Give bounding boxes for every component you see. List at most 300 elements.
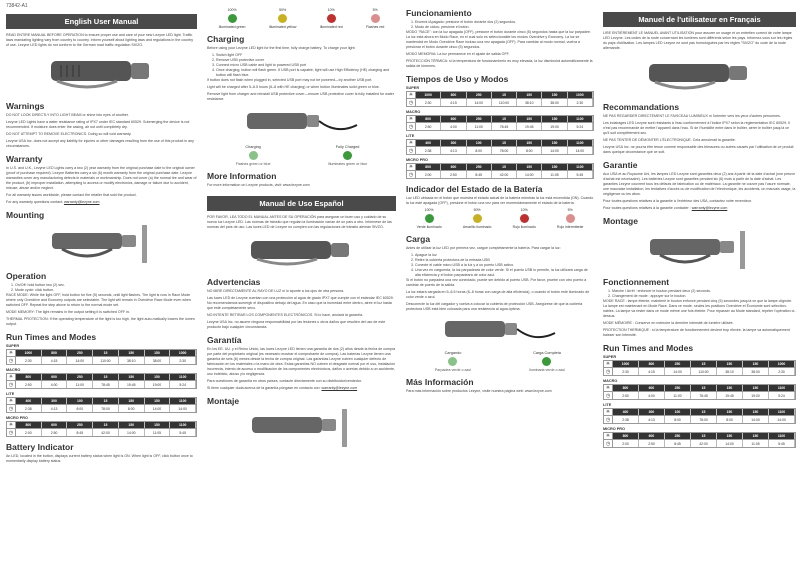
led-dot-icon — [542, 357, 551, 366]
table-cell: 5:45 — [568, 171, 593, 178]
charging-steps — [207, 53, 396, 78]
led-dot-icon — [473, 214, 482, 223]
table-cell: 600 — [42, 374, 68, 380]
lumens-icon: ☀ — [407, 92, 416, 98]
funcionamiento-steps — [406, 20, 594, 30]
french-column — [601, 0, 798, 567]
battery-level: 10% Illuminated red — [319, 8, 343, 29]
table-cell: 800 — [441, 92, 466, 98]
table-cell: 1100 — [769, 433, 795, 439]
table-cell: 14:00 — [170, 405, 196, 412]
runtime-table — [406, 110, 594, 131]
fonctionnement-heading: Fonctionnement — [603, 277, 670, 287]
table-cell: 14:00 — [542, 147, 567, 154]
clock-icon: ◷ — [7, 381, 16, 388]
mode-race-fr-text: MODE RACE : lampe éteinte, maintenir le bouton enfoncé pendant cinq (5) secondes jusqu'à ce que la lampe clignote. La lampe est maintenant en Mode Race. Dans ce mode, seules les positions Overdrive et Économie sont sélection-nables. La lampe va rester dans ce mode même une fois éteinte. Pour repasser au Mode standard, répéter l'opération ci-dessus. — [603, 299, 796, 318]
lumens-row — [6, 349, 197, 357]
table-cell: 1100 — [568, 164, 593, 170]
table-cell: 110:00 — [691, 368, 717, 375]
charging-step: 1. Switch light OFF — [216, 53, 396, 58]
lumens-row — [6, 397, 197, 405]
table-cell: 400 — [16, 398, 42, 404]
funcionamiento-step: 2. Modo de ciclos: presione el botón. — [415, 25, 594, 30]
table-cell: 5:45 — [769, 440, 795, 447]
table-cell: 150 — [145, 398, 171, 404]
lumens-row — [406, 115, 594, 123]
table-cell: 150 — [717, 433, 743, 439]
runtime-table-name: LITE — [603, 403, 612, 407]
table-cell: 2:50 — [16, 381, 42, 388]
carga-note-1: Si el botón no parpadea una vez conectado, puede ser debido al puerto USB. Por favor, pruebe con otro puerto a cambiar de puerto de la salida. — [406, 278, 587, 287]
table-cell: 250 — [665, 385, 691, 391]
led-dot-icon — [448, 357, 457, 366]
french-banner: Manuel de l'utilisateur en Français — [603, 12, 796, 27]
advertencias-text-4: Lezyne USA Inc. no asume ninguna responsabilidad por las lesiones u otros daños que resulten del uso de este producto bajo cualquier circunstancia. — [207, 320, 386, 329]
operation-heading: Operation — [6, 271, 47, 281]
lumens-row — [6, 373, 197, 381]
table-cell: 4:13 — [639, 416, 665, 423]
warranty-text-3: For any warranty questions contact: warranty@lezyne.com — [6, 200, 100, 204]
table-cell: 150 — [542, 92, 567, 98]
carga-heading: Carga — [406, 234, 431, 244]
mode-memoire-text: MODE MÉMOIRE : Conserve en mémoire la dernière intensité de lumière utilisée. — [603, 321, 734, 325]
table-cell: 19:45 — [717, 392, 743, 399]
battery-level: 100% Illuminated green — [218, 8, 246, 29]
table-cell: 150 — [517, 164, 542, 170]
table-cell: 150 — [743, 385, 769, 391]
table-cell: 300 — [639, 409, 665, 415]
table-cell: 150 — [119, 422, 145, 428]
funcionamiento-heading: Funcionamiento — [406, 8, 472, 18]
table-cell: 11:00 — [67, 381, 93, 388]
charging-status: Charging Flashes green or blue — [235, 145, 271, 166]
table-cell: 1000 — [568, 92, 593, 98]
table-cell: 15 — [93, 422, 119, 428]
table-cell: 2:50 — [416, 123, 441, 130]
carga-step-5: Desconecte la luz del cargador y vuelva a colocar la cubierta de protección USB. Asegúrese de que la cubierta protectora USB está bien colocada para una resistencia al agua óptima. — [406, 302, 583, 311]
battery-level: 5% Flashes red — [366, 8, 385, 29]
carga-status-row — [406, 351, 594, 372]
recommandations-text-1: NE PAS REGARDER DIRECTEMENT LE FAISCEAU LUMINEUX ni l'orienter vers les yeux d'autres personnes. — [603, 114, 781, 118]
charging-intro: Before using your Lezyne LED light for the first time, fully charge battery. To charge your light: — [207, 46, 356, 50]
battery-level: 50% Amarillo iluminado — [462, 208, 492, 229]
table-cell: 5:24 — [170, 381, 196, 388]
runtime-table — [406, 86, 594, 107]
table-cell: 14:00 — [665, 368, 691, 375]
table-cell: 4:15 — [42, 357, 68, 364]
garantia-text-1: En los EE. UU. y el Reino Unido, las luces Lezyne LED tienen una garantía de dos (2) años desde la fecha de compra por parte del propietario original (es necesario mostrar el comprobante de compra). Las baterías Lezyne tienen una garantía de seis (6) meses desde la fecha de compra original. Las garantías Lezyne cubren cualquier defecto de fabricación en los materiales o la mano de obra. Estas garantías NO cubren el desgaste normal por el uso, instalación incorrecta, intento de acceso o modificación de los componentes electrónicos, daños o averías debido a un accidente, uso indebido, abuso y/o negligencia. — [207, 347, 396, 376]
table-cell: 2:38 — [416, 147, 441, 154]
runtime-table-name: MICRO PRO — [406, 158, 428, 162]
table-cell: 250 — [665, 433, 691, 439]
table-cell: 19:00 — [542, 123, 567, 130]
warranty-text-1: In U.S. and U.K., Lezyne LED Lights carry a two (2) year warranty from the original purchase date to the original owner (proof of purchase required). Lezyne Batteries carry a six (6) month warranty from the original purchase date. Lezyne warranties cover any manufacturing defects in materials or workmanship. Does not cover (a) the normal tire and wear of the product, (b) improper installation, attempting to access or modify electronics, damage or failure due to accident, misuse, abuse and/or neglect. — [6, 166, 197, 190]
advertencias-text-3: NO INTENTE RETIRAR LOS COMPONENTES ELECTRÓNICOS. Si lo hace, anulará la garantía. — [207, 313, 363, 317]
table-cell: 11:00 — [467, 123, 492, 130]
table-cell: 800 — [42, 350, 68, 356]
table-cell: 14:00 — [145, 405, 171, 412]
led-dot-icon — [278, 14, 287, 23]
runtime-row — [6, 429, 197, 437]
table-cell: 2:00 — [613, 440, 639, 447]
operation-step: 1. On/Off: hold button two (2) sec. — [15, 283, 197, 288]
table-cell: 150 — [717, 361, 743, 367]
table-cell: 2:38 — [613, 416, 639, 423]
modo-race-text: MODO "RACE": con la luz apagada (OFF), presione el botón durante cinco (5) segundos hasta que la luz parpadee. La luz está ahora en Modo Race, en el cual solo es seleccionable los modos Overdrive y Economy. La luz se mantendrá en Modo Overdrive Race incluso una vez apagada (OFF). Para cambiar al modo normal, vuelva a presionar el botón durante cinco (5) segundos. — [406, 30, 591, 49]
runtime-row — [6, 357, 197, 365]
table-cell: 38:00 — [743, 368, 769, 375]
table-cell: 11:05 — [145, 429, 171, 436]
race-mode-text: RACE MODE: While the light OFF, hold button for five (5) seconds, until light flashes. The light is now in Race Mode where only Overdrive and Economy outputs are selectable. The light will remain in Overdrive Race Mode even when switched OFF. Repeat the step above to return to the normal mode set. — [6, 293, 191, 307]
table-cell: 4:00 — [42, 381, 68, 388]
runtime-table — [6, 416, 197, 437]
table-cell: 150 — [517, 92, 542, 98]
table-cell: 8:00 — [665, 416, 691, 423]
table-cell: 2:50 — [639, 440, 665, 447]
table-cell: 78:00 — [691, 416, 717, 423]
spanish-banner: Manual de Uso Español — [207, 196, 396, 211]
document-id: 73842-A1 — [6, 3, 28, 9]
mas-info-text: Para más información sobre productos Lezyne, visite nuestra página web: www.lezyne.com — [406, 389, 552, 393]
indicador-row — [406, 208, 594, 229]
table-cell: 4:15 — [441, 99, 466, 106]
carga-intro: Antes de utilizar la luz LED por primera vez, cargue completamente la batería. Para cargar la luz: — [406, 246, 561, 250]
table-cell: 38:00 — [542, 99, 567, 106]
runtime-row — [406, 147, 594, 155]
clock-icon: ◷ — [7, 357, 16, 364]
battery-level: 5% Rojo intermitente — [556, 208, 584, 229]
warnings-text-3: DO NOT ATTEMPT TO REMOVE ELECTRONICS. Doing so will void warranty. — [6, 132, 132, 136]
table-cell: 38:10 — [517, 99, 542, 106]
runtime-table — [406, 158, 594, 179]
table-cell: 150 — [743, 361, 769, 367]
table-cell: 5:24 — [568, 123, 593, 130]
lumens-icon: ☀ — [604, 385, 613, 391]
table-cell: 8:45 — [467, 171, 492, 178]
garantia-text-2: Para cuestiones de garantía en otros países, contacte directamente con su distribuidor/vendedor. — [207, 379, 362, 383]
table-cell: 2:30 — [613, 368, 639, 375]
warnings-text-4: Lezyne USA Inc. does not accept any liability for injuries or other damages resulting from the use of this product in any circumstances. — [6, 139, 194, 148]
table-cell: 2:30 — [16, 357, 42, 364]
lumens-icon: ☀ — [407, 164, 416, 170]
table-cell: 8:00 — [67, 405, 93, 412]
modo-memoria-text: MODO MEMORIA: La luz permanece en el ajuste de salida OFF. — [406, 52, 510, 56]
table-cell: 800 — [16, 374, 42, 380]
table-cell: 14:00 — [743, 416, 769, 423]
lumens-row — [6, 421, 197, 429]
table-cell: 11:05 — [542, 171, 567, 178]
led-dot-icon — [228, 14, 237, 23]
table-cell: 1100 — [170, 422, 196, 428]
charging-heading: Charging — [207, 34, 245, 44]
table-cell: 14:00 — [769, 416, 795, 423]
montage-heading: Montage — [603, 216, 638, 226]
table-cell: 2:50 — [613, 392, 639, 399]
table-cell: 250 — [67, 374, 93, 380]
mounting-illustration — [6, 222, 197, 266]
table-cell: 4:15 — [639, 368, 665, 375]
warnings-text-2: Lezyne LED Lights have a water resistance rating of IPX7 under IEC standard 60529. Submerging the device is not recommended. If moisture does enter the casing, air out until completely dry. — [6, 120, 190, 129]
battery-level: 50% Illuminated yellow — [268, 8, 297, 29]
table-cell: 300 — [42, 398, 68, 404]
english-column — [4, 0, 199, 567]
clock-icon: ◷ — [407, 171, 416, 178]
table-cell: 15 — [93, 398, 119, 404]
table-cell: 4:13 — [42, 405, 68, 412]
table-cell: 19:45 — [119, 381, 145, 388]
runtime-row — [6, 381, 197, 389]
runtime-table — [6, 344, 197, 365]
table-cell: 2:30 — [416, 99, 441, 106]
recommandations-text-3: NE PAS TENTER DE DÉMONTER L'ÉLECTRONIQUE. Cela annulerait la garantie. — [603, 138, 736, 142]
table-cell: 11:05 — [743, 440, 769, 447]
spanish-column — [404, 0, 596, 567]
table-cell: 14:00 — [67, 357, 93, 364]
led-dot-icon — [249, 151, 258, 160]
recommandations-heading: Recommandations — [603, 102, 680, 112]
table-cell: 150 — [717, 385, 743, 391]
table-cell: 78:00 — [492, 147, 517, 154]
table-cell: 19:00 — [145, 381, 171, 388]
operation-step: 2. Mode cycle: click button. — [15, 288, 197, 293]
charging-step: 3. Connect micro USB cable and light to powered USB port — [216, 63, 396, 68]
tiempos-heading: Tiempos de Uso y Modos — [406, 74, 509, 84]
recommandations-text-4: Lezyne USA Inc. ne pourra être tenue comme responsable des blessures ou autres causés par l'utilisation de ce produit dans quelque circonstance que ce soit. — [603, 145, 794, 154]
advertencias-text-2: Las luces LED de Lezyne cuentan con una protección al agua de grado IPX7 que cumple con el estándar IEC 60529. No recomendamos sumergir el dispositivo debajo del agua. En caso que la humedad entre dentro, airee el luz hasta que esté completamente seco. — [207, 296, 394, 310]
carga-step: 2. Retire la cubierta protectora de la entrada USB — [415, 258, 594, 263]
lumens-icon: ☀ — [7, 374, 16, 380]
table-cell: 150 — [145, 350, 171, 356]
fonctionnement-steps — [603, 289, 796, 299]
clock-icon: ◷ — [604, 368, 613, 375]
lumens-icon: ☀ — [407, 116, 416, 122]
runtime-table — [406, 134, 594, 155]
runtime-table — [603, 427, 796, 448]
table-cell: 2:30 — [568, 99, 593, 106]
table-cell: 5:24 — [769, 392, 795, 399]
more-info-text: For more information on Lezyne products, visit: www.lezyne.com — [207, 183, 310, 187]
table-cell: 250 — [67, 422, 93, 428]
clock-icon: ◷ — [604, 392, 613, 399]
table-cell: 1100 — [170, 374, 196, 380]
french-intro: LIRE ENTIÈREMENT LE MANUEL AVANT UTILISATION pour assurer un usage et un entretien correct de votre lampe LED Lezyne. Les codes de la route concernant les lumières sont différents selon les pays. Informez-vous sur les règles du pays d'utilisation. Les lampes LED Lezyne ne sont pas homologuées par les règles "StVZO" du code de la route allemande. — [603, 31, 793, 50]
carga-step: 4. Una vez en carguenta, la luz parpadeará de color verde. Si el puerto USB lo permite, la luz utilizará carga de alta eficiencia y el botón parpadeará de color azul. — [415, 268, 594, 278]
lumens-row — [603, 360, 796, 368]
charging-step: 2. Remove USB protective cover — [216, 58, 396, 63]
table-cell: 8:00 — [717, 416, 743, 423]
runtime-table — [603, 355, 796, 376]
indicador-heading: Indicador del Estado de la Batería — [406, 184, 543, 194]
table-cell: 5:45 — [170, 429, 196, 436]
table-cell: 250 — [467, 164, 492, 170]
table-cell: 11:00 — [665, 392, 691, 399]
garantie-text-2: Pour toutes questions relatives à la garantie à l'extérieur des USA, contactez votre revendeur. — [603, 199, 752, 203]
clock-icon: ◷ — [7, 405, 16, 412]
charging-step: 4. Once charging, button will flash green. If USB port is capable, light will use High Efficiency (HE) charging and button will flash blue. — [216, 68, 396, 78]
intro-text: READ ENTIRE MANUAL BEFORE OPERATION to ensure proper use and care of your new Lezyne LED light. Traffic laws mandating lighting vary from country to country. Inform yourself about lighting laws and regulations in the country of use. Lezyne LED lights do not conform to the German road traffic regulation StVZO. — [6, 33, 194, 47]
table-cell: 4:13 — [441, 147, 466, 154]
table-cell: 14:00 — [119, 429, 145, 436]
table-cell: 1100 — [769, 409, 795, 415]
thermal-protection-text: THERMAL PROTECTION: If the operating temperature of the light is too high, the light auto-matically lowers the lumen output. — [6, 317, 195, 326]
table-cell: 110:00 — [492, 99, 517, 106]
garantie-heading: Garantie — [603, 160, 638, 170]
battery-text: An LED, located in the button, displays current battery status when light is ON. When light is OFF, click button once to momentarily display battery status. — [6, 454, 193, 463]
table-cell: 600 — [441, 116, 466, 122]
table-cell: 1100 — [769, 385, 795, 391]
table-cell: 150 — [743, 409, 769, 415]
garantia-heading: Garantía — [207, 335, 242, 345]
lumens-row — [406, 91, 594, 99]
table-cell: 4:00 — [441, 123, 466, 130]
table-cell: 2:30 — [769, 368, 795, 375]
table-cell: 250 — [467, 116, 492, 122]
table-cell: 150 — [542, 164, 567, 170]
runtime-row — [406, 123, 594, 131]
table-cell: 600 — [639, 385, 665, 391]
lumens-icon: ☀ — [604, 409, 613, 415]
charged-status: Carga Completa Iluminada verde o azul — [528, 351, 566, 372]
runtime-table — [6, 368, 197, 389]
runtime-table — [603, 379, 796, 400]
clock-icon: ◷ — [604, 440, 613, 447]
table-cell: 15 — [691, 385, 717, 391]
table-cell: 400 — [613, 409, 639, 415]
garantie-text-1: Aux USA et au Royaume Uni, les lampes LED Lezyne sont garanties deux (2) ans à partir de la date d'achat (une preuve d'achat est nécessaire). Les batteries Lezyne sont garanties pendant six (6) mois à partir de la date d'achat. Les garanties Lezyne couvrent tous les défauts de fabrication ou de matériaux. La garantie ne couvre pas l'usure normale, une mauvaise installation, les tentatives d'accès ou de modification de l'électronique, les accidents, un mauvais usage, la négligence ou les abus. — [603, 172, 796, 196]
table-cell: 250 — [665, 361, 691, 367]
table-cell: 300 — [441, 140, 466, 146]
runtime-table-name: MICRO PRO — [603, 427, 625, 431]
led-dot-icon — [343, 151, 352, 160]
table-cell: 250 — [67, 350, 93, 356]
runtime-table-name: SUPER — [603, 355, 617, 359]
table-cell: 78:45 — [93, 381, 119, 388]
table-cell: 800 — [613, 433, 639, 439]
spanish-intro: POR FAVOR, LEA TODO EL MANUAL ANTES DE SU OPERACIÓN para asegurar un buen uso y cuidado de su nueva luz Lezyne LED. Las normas de tránsito que regulan la iluminación varían de un país a otro. Infórmese de las normas del país de uso. Las luces LED de Lezyne no cumplen con las regulaciones de tránsito alemán StVZO. — [207, 215, 392, 229]
light-illustration — [6, 50, 197, 96]
garantie-email-link[interactable]: warranty@lezyne.com — [691, 206, 728, 210]
table-cell: 400 — [416, 140, 441, 146]
table-cell: 15 — [93, 350, 119, 356]
carga-illustration — [406, 314, 594, 348]
runtime-table-name: LITE — [406, 134, 415, 138]
table-cell: 8:00 — [517, 147, 542, 154]
lumens-row — [603, 384, 796, 392]
funcionamiento-step: 1. Encend./Apagado: presione el botón durante dos (2) segundos. — [415, 20, 594, 25]
table-cell: 150 — [119, 398, 145, 404]
table-cell: 1100 — [568, 116, 593, 122]
table-cell: 14:00 — [517, 171, 542, 178]
garantia-email-link[interactable]: warranty@lezyne.com — [321, 386, 358, 390]
runtime-table — [603, 403, 796, 424]
table-cell: 78:45 — [492, 123, 517, 130]
table-cell: 19:45 — [517, 123, 542, 130]
lumens-icon: ☀ — [7, 350, 16, 356]
indicador-text: Luz LED ubicada en el botón que muestra el estado actual de la batería mientras la luz está encendida (ON). Cuando la luz esté apagada (OFF), presione el botón una vez para ver momentáneamente el estado de la batería. — [406, 196, 594, 205]
runtimes-heading: Run Times and Modes — [6, 332, 97, 342]
carga-steps — [406, 253, 594, 278]
table-cell: 2:30 — [170, 357, 196, 364]
table-cell: 250 — [467, 92, 492, 98]
table-cell: 800 — [416, 116, 441, 122]
runtime-table — [6, 392, 197, 413]
runtime-table-name: MACRO — [406, 110, 421, 114]
warnings-heading: Warnings — [6, 101, 45, 111]
table-cell: 15 — [492, 164, 517, 170]
table-cell: 150 — [743, 433, 769, 439]
table-cell: 2:00 — [416, 171, 441, 178]
runtime-tables — [6, 344, 197, 437]
advertencias-heading: Advertencias — [207, 277, 261, 287]
english-banner: English User Manual — [6, 14, 197, 29]
montaje-illustration — [207, 408, 396, 448]
table-cell: 1000 — [16, 350, 42, 356]
table-cell: 8:45 — [67, 429, 93, 436]
table-cell: 15 — [691, 433, 717, 439]
charging-step-5: Remove light from charger and reinstall USB protective cover—ensure USB protective cover is fully installed for water resistance. — [207, 92, 394, 101]
table-cell: 8:00 — [119, 405, 145, 412]
mounting-heading: Mounting — [6, 210, 45, 220]
led-dot-icon — [425, 214, 434, 223]
table-cell: 100 — [467, 140, 492, 146]
table-cell: 100 — [665, 409, 691, 415]
runtime-row — [603, 416, 796, 424]
table-cell: 600 — [639, 433, 665, 439]
warranty-email-link[interactable]: warranty@lezyne.com — [63, 200, 100, 204]
proteccion-termica-text: PROTECCIÓN TÉRMICA: si la temperatura de funcionamiento es muy elevada, la luz disminuirá automáticamente la salida de lúmenes. — [406, 59, 593, 68]
table-cell: 1100 — [568, 140, 593, 146]
table-cell: 110:00 — [93, 357, 119, 364]
table-cell: 600 — [441, 164, 466, 170]
charged-status: Fully Charged Illuminates green or blue — [327, 145, 368, 166]
table-cell: 150 — [119, 374, 145, 380]
table-cell: 1000 — [769, 361, 795, 367]
table-cell: 2:00 — [16, 429, 42, 436]
table-cell: 42:00 — [492, 171, 517, 178]
garantia-text-3: Si tiene cualquier duda acerca de la garantía póngase en contacto con: warranty@lezyne.com — [207, 386, 358, 390]
table-cell: 15 — [691, 409, 717, 415]
table-cell: 15 — [691, 361, 717, 367]
battery-level: 10% Rojo iluminado — [512, 208, 536, 229]
clock-icon: ◷ — [604, 416, 613, 423]
table-cell: 8:00 — [467, 147, 492, 154]
table-cell: 4:00 — [639, 392, 665, 399]
table-cell: 150 — [517, 140, 542, 146]
runtime-table-name: MACRO — [6, 368, 21, 372]
runtime-tables — [603, 355, 796, 448]
clock-icon: ◷ — [407, 147, 416, 154]
table-cell: 600 — [42, 422, 68, 428]
table-cell: 15 — [93, 374, 119, 380]
more-info-heading: More Information — [207, 171, 277, 181]
table-cell: 15 — [492, 116, 517, 122]
table-cell: 14:00 — [467, 99, 492, 106]
table-cell: 1000 — [613, 361, 639, 367]
table-cell: 15 — [492, 92, 517, 98]
table-cell: 2:50 — [441, 171, 466, 178]
charging-status: Cargando Parpadea verde o azul — [434, 351, 472, 372]
led-dot-icon — [327, 14, 336, 23]
table-cell: 38:00 — [145, 357, 171, 364]
runtime-table-name: MACRO — [603, 379, 618, 383]
led-dot-icon — [371, 14, 380, 23]
table-cell: 150 — [542, 140, 567, 146]
table-cell: 14:00 — [568, 147, 593, 154]
charging-note-1: If button does not flash when plugged in, selected USB port may not be powered—try another USB port. — [207, 78, 373, 82]
runtime-row — [6, 405, 197, 413]
table-cell: 1000 — [170, 350, 196, 356]
table-cell: 38:10 — [717, 368, 743, 375]
